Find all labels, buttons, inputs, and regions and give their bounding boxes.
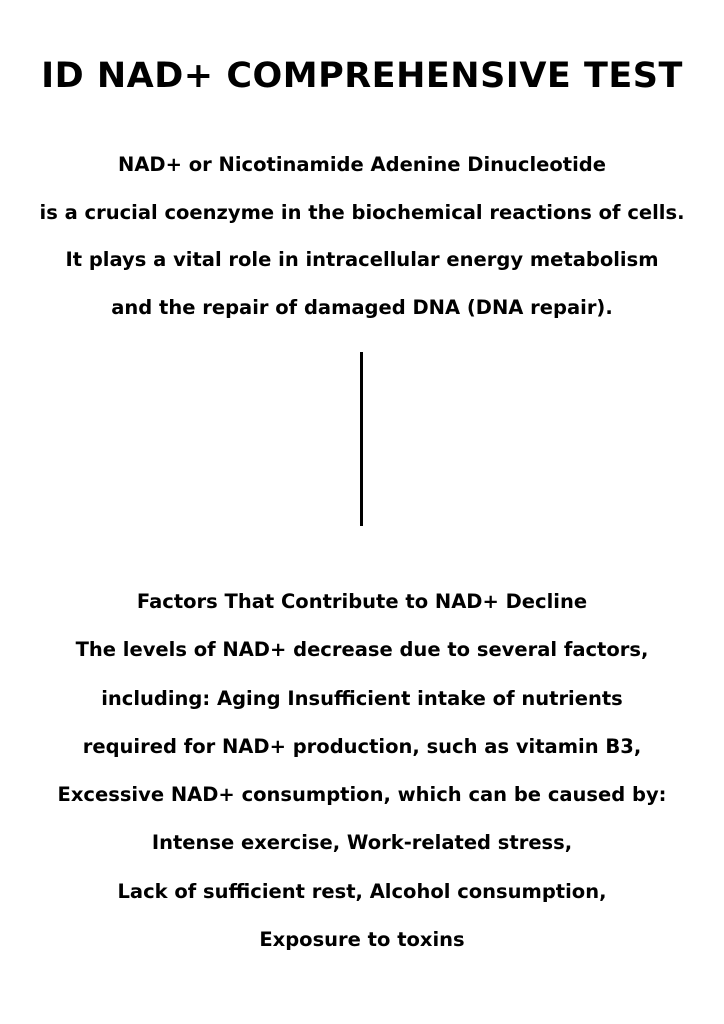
factors-line: Lack of sufficient rest, Alcohol consumption,: [117, 879, 607, 903]
intro-line: It plays a vital role in intracellular energy metabolism: [65, 248, 659, 271]
factors-line: required for NAD+ production, such as vitamin B3,: [82, 734, 642, 758]
intro-paragraph: [0, 141, 724, 331]
factors-line: Excessive NAD+ consumption, which can be caused by:: [57, 783, 667, 807]
page-title: ID NAD+ COMPREHENSIVE TEST: [41, 56, 683, 96]
intro-line: is a crucial coenzyme in the biochemical reactions of cells.: [39, 200, 685, 224]
factors-line: including: Aging Insufficient intake of nutrients: [101, 686, 623, 710]
factors-line: Intense exercise, Work-related stress,: [151, 831, 573, 855]
factors-section: [0, 578, 724, 964]
intro-line: NAD+ or Nicotinamide Adenine Dinucleotide: [118, 153, 606, 176]
factors-line: The levels of NAD+ decrease due to several factors,: [75, 638, 649, 662]
intro-line: and the repair of damaged DNA (DNA repair).: [111, 295, 613, 319]
vertical-divider: [360, 352, 363, 526]
factors-heading: Factors That Contribute to NAD+ Decline: [136, 590, 588, 613]
factors-line: Exposure to toxins: [259, 928, 465, 952]
